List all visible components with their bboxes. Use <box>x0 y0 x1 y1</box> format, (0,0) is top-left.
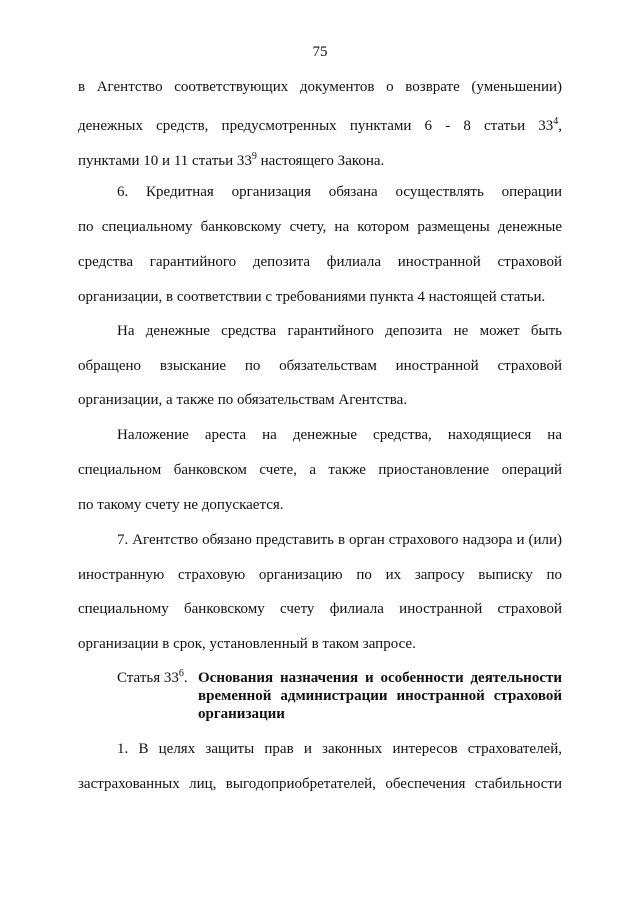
text-line: по такому счету не допускается. <box>78 497 284 513</box>
superscript: 6 <box>178 668 184 679</box>
article-number: Статья $33^6$. <box>117 668 188 686</box>
text-line: денежных средств, предусмотренных пунктами 6 - 8 статьи $33^4$, <box>78 116 562 134</box>
superscript: 4 <box>553 116 559 127</box>
text-line: специальном банковском счете, а также приостановление операций <box>78 462 562 478</box>
text-line: организации, в соответствии с требованиями пункта 4 настоящей статьи. <box>78 289 546 305</box>
text-line: организации, а также по обязательствам Агентства. <box>78 392 408 408</box>
text-line: Наложение ареста на денежные средства, находящиеся на <box>117 427 562 443</box>
text-line: 7. Агентство обязано представить в орган страхового надзора и (или) <box>117 532 562 548</box>
text-line: 6. Кредитная организация обязана осуществлять операции <box>117 184 562 200</box>
article-title-line: организации <box>198 706 285 722</box>
text-line: в Агентство соответствующих документов о возврате (уменьшении) <box>78 79 562 95</box>
text-line: специальному банковскому счету филиала иностранной страховой <box>78 601 562 617</box>
text-line: по специальному банковскому счету, на котором размещены денежные <box>78 219 562 235</box>
text-line: обращено взыскание по обязательствам иностранной страховой <box>78 358 562 374</box>
article-title <box>198 669 562 723</box>
text-line: 1. В целях защиты прав и законных интересов страхователей, <box>117 741 562 757</box>
text-line: На денежные средства гарантийного депозита не может быть <box>117 323 562 339</box>
text-line: иностранную страховую организацию по их запросу выписку по <box>78 567 562 583</box>
page-number: 75 <box>312 44 328 60</box>
article-title-line: временной администрации иностранной страховой <box>198 688 562 704</box>
article-title-line: Основания назначения и особенности деятельности <box>198 670 562 686</box>
text-line: организации в срок, установленный в таком запросе. <box>78 636 416 652</box>
text-line: пунктами 10 и 11 статьи $33^9$ настоящего Закона. <box>78 151 385 169</box>
text-line: средства гарантийного депозита филиала иностранной страховой <box>78 254 562 270</box>
superscript: 9 <box>251 151 257 162</box>
text-line: застрахованных лиц, выгодоприобретателей, обеспечения стабильности <box>78 776 562 792</box>
